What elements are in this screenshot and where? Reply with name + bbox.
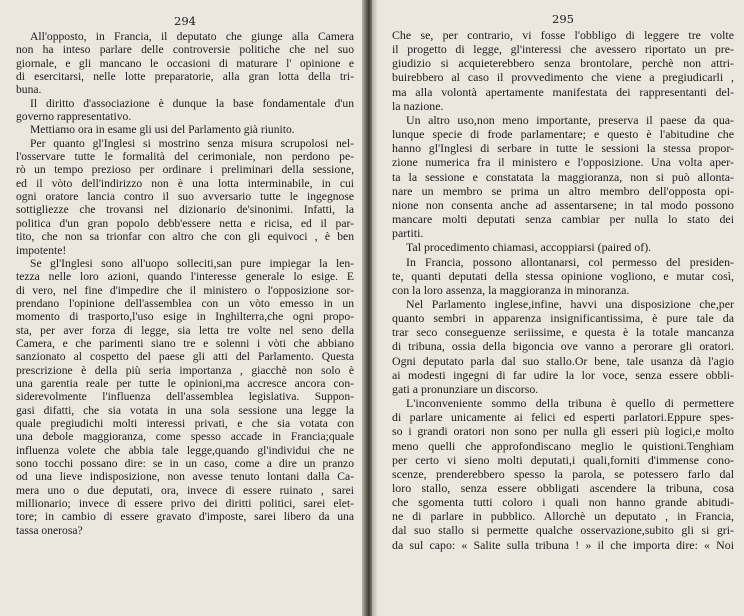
text-line: la nazione. — [392, 98, 444, 113]
left-page — [0, 0, 364, 616]
text-line: Se gl'Inglesi sono all'uopo solleciti,san pure impiegar la len- — [30, 256, 354, 270]
text-line: partiti. — [392, 226, 424, 241]
text-line: gati a pronunziare un discorso. — [392, 381, 539, 396]
text-line: Ogni deputato parla dal suo stallo.Or bene, tale usanza dà l'agio — [392, 353, 734, 368]
text-line: All'opposto, in Francia, il deputato che giunge alla Camera — [30, 30, 354, 43]
text-line: ma alla volontà apertamente manifestata dei rappresentanti del- — [392, 84, 734, 99]
text-line: non ha inteso parlare delle controversie politiche che nel suo — [16, 43, 354, 57]
text-line: ai modesti ingegni di far udire la lor voce, senza essere obbli- — [392, 367, 734, 382]
text-line: Nel Parlamento inglese,infine, havvi una disposizione che,per — [406, 296, 734, 311]
text-line: gasi difatti, che sia votata in una sola sessione una legge la — [16, 403, 354, 417]
text-line: mera uno o due deputati, ora, invece di essere ruinato , sarei — [16, 483, 354, 497]
text-line: od una lieve indisposizione, non avesse tenuto lontani dalla Ca- — [16, 470, 354, 484]
text-line: ta la sessione e constatata la maggioranza, non si può allonta- — [392, 169, 734, 184]
text-line: scenze, prenderebbero spesso la parola, se potessero farlo dal — [392, 466, 734, 481]
text-line: buna. — [16, 83, 42, 97]
text-line: siderevolmente l'influenza dell'assemblea legislativa. Suppon- — [16, 390, 354, 404]
text-line: sta, per aver forza di legge, sia letta tre volte nel seno della — [16, 323, 354, 337]
text-line: quanto sembri in apparenza insignificantissima, è pure tale da — [392, 311, 734, 326]
page-number-left: 294 — [174, 14, 196, 28]
gutter-shadow — [372, 0, 378, 616]
text-line: Un altro uso,non meno importante, preserva il paese da qua- — [406, 112, 734, 127]
text-line: il progetto di legge, gl'interessi che avessero riportato un pre- — [392, 42, 734, 57]
text-line: tassa onerosa? — [16, 523, 83, 537]
text-line: giudizio si acquieterebbero senza brontolare, perchè non attri- — [392, 56, 734, 71]
text-line: rò un tempo prezioso per ordinare i preliminari della sessione, — [16, 163, 354, 177]
text-line: tezza nelle loro azioni, quando l'interesse generale lo esige. E — [16, 270, 354, 284]
text-line: te, quanti deputati della stessa opinione vogliono, e mutar così, — [392, 268, 734, 283]
text-line: nione non consenta anche ad assentarsene; in tal modo possono — [392, 197, 734, 212]
text-line: tito, che non sa trionfar con altro che con gli equivoci , è ben — [16, 230, 354, 244]
text-line: Mettiamo ora in esame gli usi del Parlamento già riunito. — [30, 123, 295, 137]
text-line: l'osservare tutte le formalità del cerimoniale, non perdono pe- — [16, 150, 354, 164]
text-line: zione numerica fra il ministero e l'opposizione. Una volta aper- — [392, 155, 734, 170]
text-line: con la loro assenza, la maggioranza in minoranza. — [392, 282, 630, 297]
text-line: di vero, nel fine d'impedire che il ministero o l'opposizione sor- — [16, 283, 354, 297]
text-line: sanzionato al cospetto del paese gli atti del Parlamento. Questa — [16, 350, 354, 364]
text-line: lunque specie di frode parlamentare; e questo è l'abitudine che — [392, 127, 734, 142]
text-line: ed il vòto dell'indirizzo non è una lotta interminabile, in cui — [16, 176, 354, 190]
text-line: trar seco conseguenze seriissime, e questa è la totale mancanza — [392, 325, 734, 340]
text-line: ogni oratore lancia contro il suo avversario tutte le ingegnose — [16, 190, 354, 204]
text-line: millionario; invece di essere privo dei diritti politici, sarei elet- — [16, 497, 354, 511]
text-line: mancare molti deputati senza cambiar per nulla lo stato dei — [392, 212, 734, 227]
text-line: so i grandi oratori non sono per nulla gli esseri più logici,e molto — [392, 424, 734, 439]
right-page — [372, 0, 744, 616]
text-line: momento di trasporto,l'uso esige in Inghilterra,che ogni propo- — [16, 310, 354, 324]
text-line: influenza volete che abbia tale legge,quando gl'individui che ne — [16, 443, 354, 457]
left-page-text — [16, 30, 354, 537]
text-line: di esercitarsi, nelle lotte preparatorie, alla gran lotta della tri- — [16, 70, 354, 84]
text-line: Il diritto d'associazione è dunque la base fondamentale d'un — [30, 96, 354, 110]
text-line: una debole maggioranza, come spesso accade in Francia;quale — [16, 430, 354, 444]
text-line: quale pregiudichi molti interessi privati, e che sia votata con — [16, 416, 354, 430]
text-line: Camera, e che parimenti siano tre e solenni i vòti che abbiano — [16, 336, 354, 350]
text-line: meno quelli che approfondiscano meglio le quistioni.Tenghiam — [392, 438, 734, 453]
text-line: tore; in cambio di essere gravato d'imposte, sarei libero da una — [16, 510, 354, 524]
text-line: hanno gl'Inglesi di serbare in tutte le sessioni la stessa propor- — [392, 141, 734, 156]
text-line: governo rappresentativo. — [16, 110, 132, 124]
text-line: ne di parlare in pubblico. Allorchè un deputato , in Francia, — [392, 509, 734, 524]
text-line: buirebbero al caso il provvedimento che viene a pregiudicarli , — [392, 70, 734, 85]
text-line: nare un membro se prima un altro membro dell'opposta opi- — [392, 183, 734, 198]
text-line: Tal procedimento chiamasi, accoppiarsi (paired of). — [406, 240, 652, 255]
text-line: da sul capo: « Salite sulla tribuna ! » il che importa dire: « Noi — [392, 537, 734, 552]
text-line: In Francia, possono allontanarsi, col permesso del presiden- — [406, 254, 734, 269]
text-line: di tribuna, ossia della bigoncia ove vanno a perorare gli oratori. — [392, 339, 734, 354]
text-line: che sgomenta tutti coloro i quali non hanno grande abitudi- — [392, 495, 734, 510]
text-line: impotente! — [16, 243, 67, 257]
text-line: una garentia reale per tutte le opinioni,ma accresce ancora con- — [16, 376, 354, 390]
page-number-right: 295 — [552, 12, 574, 26]
text-line: prescrizione è della più seria importanza , giacchè non solo è — [16, 363, 354, 377]
text-line: dal suo stallo si permette qualche osservazione,subito gli si gri- — [392, 523, 734, 538]
text-line: prendano l'opinione dell'assemblea con un vòto emesso in un — [16, 296, 354, 310]
text-line: di parlare unicamente ai felici ed esperti parlatori.Eppure spes- — [392, 410, 734, 425]
right-page-text — [392, 28, 734, 552]
text-line: Per quanto gl'Inglesi si mostrino senza misura scrupolosi nel- — [30, 136, 354, 150]
text-line: loro stallo, senza essere obbligati ascendere la tribuna, cosa — [392, 481, 734, 495]
text-line: Che se, per contrario, vi fosse l'obbligo di leggere tre volte — [392, 28, 734, 42]
text-line: sono tocchi possano dire: se in un caso, come a dire un pranzo — [16, 457, 354, 470]
text-line: sottigliezze che trovansi nel dizionario de'sinonimi. Infatti, la — [16, 203, 354, 217]
text-line: giornale, e gli mancano le occasioni di maturare l' opinione e — [16, 56, 354, 70]
text-line: per certo vi sieno molti deputati,i quali,forniti d'immense cono- — [392, 452, 734, 467]
text-line: L'inconveniente sommo della tribuna è quello di permettere — [406, 396, 734, 411]
text-line: politica d'un gran popolo debb'essere netta e ricisa, ed il par- — [16, 216, 354, 230]
